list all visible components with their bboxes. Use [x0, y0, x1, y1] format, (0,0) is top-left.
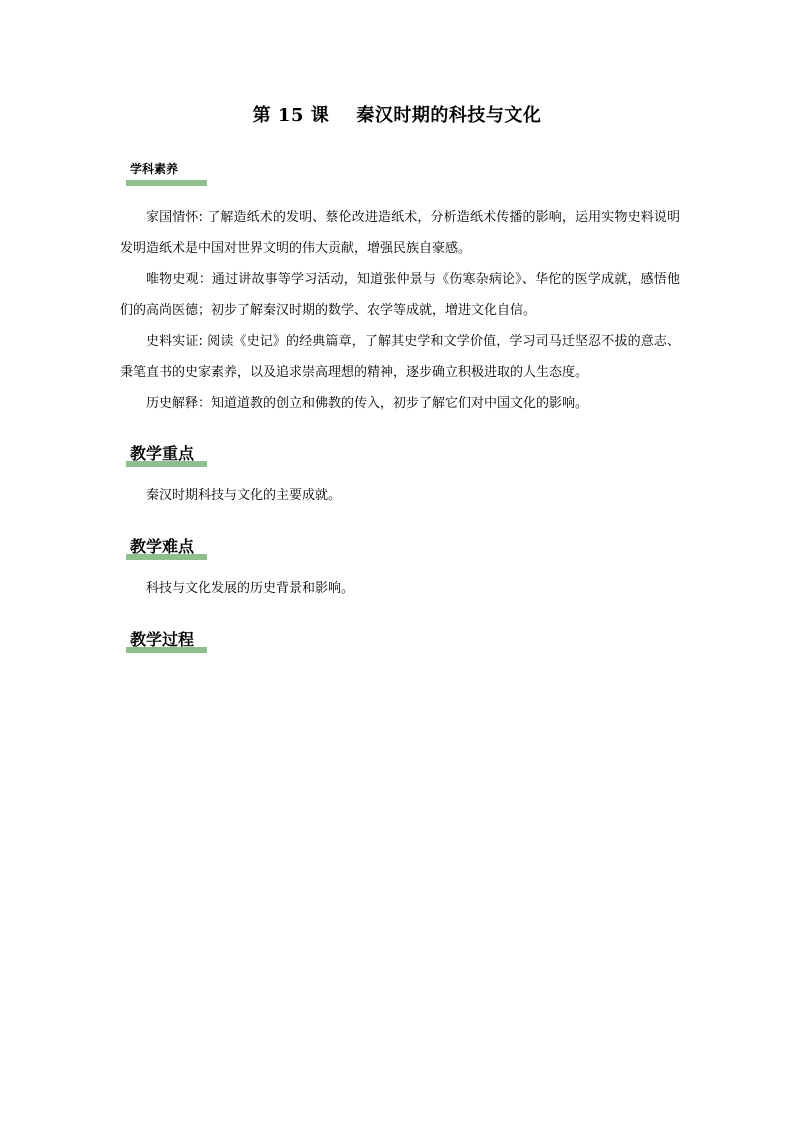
- difficulties-text: 科技与文化发展的历史背景和影响。: [146, 581, 355, 596]
- section-heading-text: 学科素养: [130, 162, 179, 176]
- paragraph-materialism: 唯物史观：通过讲故事等学习活动，知道张仲景与《伤寒杂病论》、华佗的医学成就，感悟他们的高尚医德；初步了解秦汉时期的数学、农学等成就，增进文化自信。: [120, 272, 680, 318]
- lesson-number: 第 15 课: [252, 105, 330, 126]
- section-heading-text: 教学重点: [130, 444, 195, 463]
- lesson-title: 秦汉时期的科技与文化: [356, 105, 542, 126]
- section-heading-difficulties: [130, 537, 194, 557]
- heading-underline: [126, 180, 207, 186]
- section-heading-text: 教学难点: [130, 537, 195, 556]
- paragraph-interpretation: 历史解释：知道道教的创立和佛教的传入，初步了解它们对中国文化的影响。: [146, 396, 589, 411]
- section-heading-text: 教学过程: [130, 630, 195, 649]
- key-points-text: 秦汉时期科技与文化的主要成就。: [146, 488, 342, 503]
- page-title: [0, 104, 794, 128]
- section-heading-key-points: [130, 444, 194, 464]
- section-heading-literacy: [130, 161, 178, 177]
- paragraph-patriotism: 家国情怀: 了解造纸术的发明、蔡伦改进造纸术，分析造纸术传播的影响，运用实物史料说明发明造纸术是中国对世界文明的伟大贡献，增强民族自豪感。: [120, 210, 680, 256]
- literacy-paragraphs: [120, 202, 680, 419]
- section-heading-process: [130, 630, 194, 650]
- paragraph-evidence: 史料实证: 阅读《史记》的经典篇章，了解其史学和文学价值，学习司马迁坚忍不拔的意志、秉笔直书的史家素养，以及追求崇高理想的精神，逐步确立积极进取的人生态度。: [120, 334, 680, 380]
